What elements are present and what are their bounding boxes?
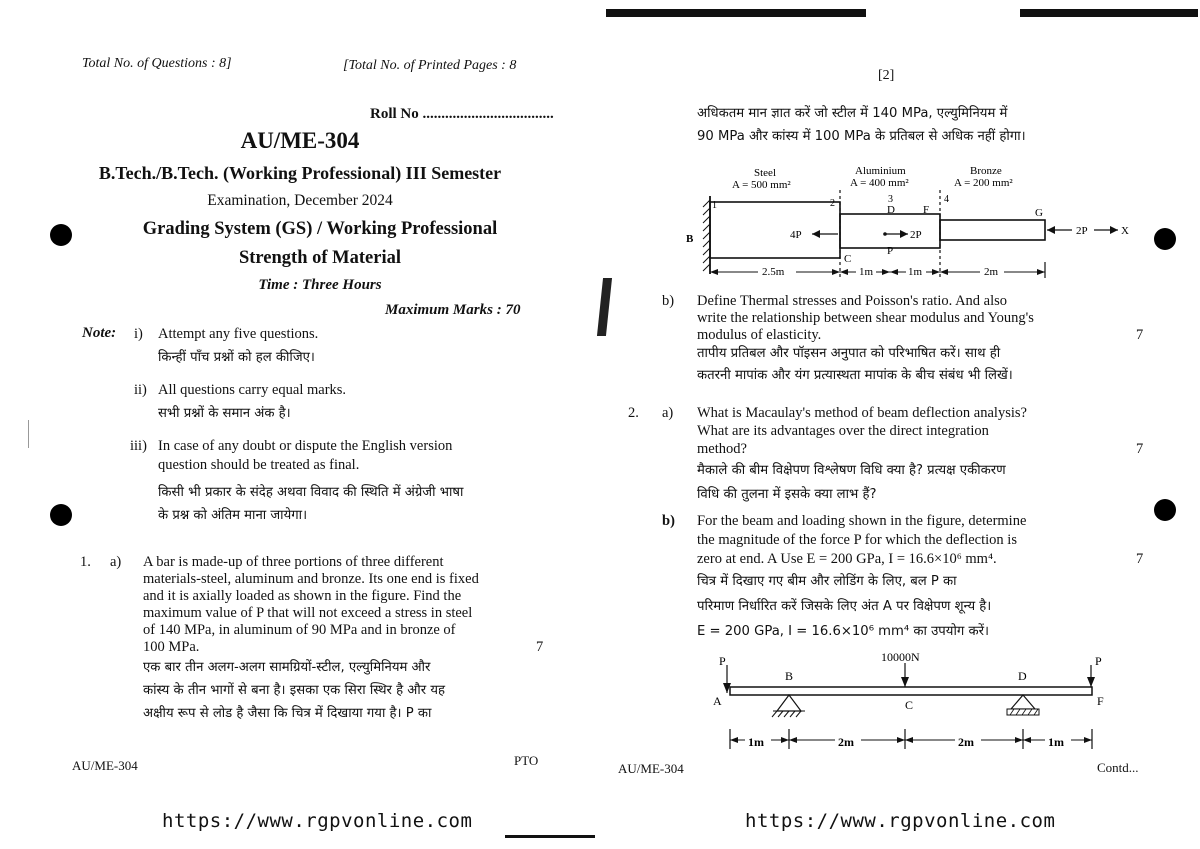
note-3-hi-1: किसी भी प्रकार के संदेह अथवा विवाद की स्थिति में अंग्रेजी भाषा <box>158 485 464 500</box>
q2a-line: method? <box>697 441 747 457</box>
q1b-line: modulus of elasticity. <box>697 327 822 343</box>
note-2-num: ii) <box>134 382 147 398</box>
label-f: F <box>923 204 930 216</box>
center-load: 10000N <box>881 650 920 664</box>
note-3-num: iii) <box>130 438 147 454</box>
q1a-hi-line: एक बार तीन अलग-अलग सामग्रियों-स्टील, एल्युमिनियम और <box>143 660 431 675</box>
p-left: P <box>719 654 726 668</box>
q2a-hi-line: मैकाले की बीम विक्षेपण विश्लेषण विधि क्या है? प्रत्यक्ष एकीकरण <box>697 463 1006 478</box>
p-right: P <box>1095 654 1102 668</box>
punch-hole <box>50 224 72 246</box>
q1a-cont-hi: 90 MPa और कांस्य में 100 MPa के प्रतिबल से अधिक नहीं होगा। <box>697 129 1026 144</box>
q2b-label: b) <box>662 513 675 529</box>
right-page <box>600 0 1200 849</box>
footer-pto: PTO <box>514 753 539 768</box>
q2b-line: zero at end. A Use E = 200 GPa, I = 16.6×10⁶ mm⁴. <box>697 551 997 567</box>
punch-hole <box>1154 228 1176 250</box>
q1b-label: b) <box>662 293 675 309</box>
q2a-line: What are its advantages over the direct integration <box>697 423 989 439</box>
beam-figure <box>705 645 1105 757</box>
note-1-hi: किन्हीं पाँच प्रश्नों को हल कीजिए। <box>158 350 315 365</box>
q1b-line: Define Thermal stresses and Poisson's ratio. And also <box>697 293 1008 309</box>
course-title: B.Tech./B.Tech. (Working Professional) III Semester <box>98 163 502 183</box>
label-d: D <box>1018 669 1027 683</box>
beam-dim-3: 2m <box>958 735 974 749</box>
point-2: 2 <box>830 198 835 209</box>
label-d: D <box>887 204 895 216</box>
q2a-marks: 7 <box>1136 441 1144 457</box>
total-pages: [Total No. of Printed Pages : 8 <box>343 58 517 73</box>
total-questions: Total No. of Questions : 8] <box>82 56 232 71</box>
q1a-line: of 140 MPa, in aluminum of 90 MPa and in bronze of <box>143 622 456 638</box>
q2b-marks: 7 <box>1136 551 1144 567</box>
punch-hole <box>50 504 72 526</box>
grading-system: Grading System (GS) / Working Professional <box>142 219 498 239</box>
dim-4: 2m <box>984 266 999 278</box>
q1a-line: materials-steel, aluminum and bronze. Its one end is fixed <box>143 571 479 587</box>
q2b-line: For the beam and loading shown in the figure, determine <box>697 513 1027 529</box>
page-number: [2] <box>878 68 895 83</box>
note-3-hi-2: के प्रश्न को अंतिम माना जायेगा। <box>158 508 308 523</box>
roll-no: Roll No ................................... <box>370 106 554 122</box>
time-allowed: Time : Three Hours <box>258 277 382 293</box>
footer-url: https://www.rgpvonline.com <box>745 810 1056 832</box>
label-b: B <box>785 669 794 683</box>
note-1-en: Attempt any five questions. <box>158 326 319 342</box>
bronze-label: Bronze <box>970 165 1002 177</box>
q2a-hi-line: विधि की तुलना में इसके क्या लाभ हैं? <box>697 487 877 502</box>
steel-label: Steel <box>754 167 776 179</box>
beam-dim-4: 1m <box>1048 735 1064 749</box>
footer-url: https://www.rgpvonline.com <box>162 810 473 832</box>
q1b-hi-line: कतरनी मापांक और यंग प्रत्यास्थता मापांक के बीच संबंध भी लिखें। <box>697 368 1013 383</box>
punch-hole <box>1154 499 1176 521</box>
q1a-line: and it is axially loaded as shown in the figure. Find the <box>143 588 462 604</box>
q1a-marks: 7 <box>536 639 544 655</box>
note-3-en-2: question should be treated as final. <box>158 457 360 473</box>
label-g: G <box>1035 207 1043 219</box>
note-label: Note: <box>82 325 117 341</box>
q1a-line: A bar is made-up of three portions of three different <box>143 554 444 570</box>
note-1-num: i) <box>134 326 143 342</box>
load-end: 2P <box>1076 225 1088 237</box>
dim-2: 1m <box>859 266 874 278</box>
q1b-marks: 7 <box>1136 327 1144 343</box>
scan-mark <box>597 278 612 336</box>
q1a-cont-hi: अधिकतम मान ज्ञात करें जो स्टील में 140 MPa, एल्युमिनियम में <box>697 106 1008 121</box>
point-1: 1 <box>712 200 717 211</box>
steel-area: A = 500 mm² <box>732 179 791 191</box>
q2a-label: a) <box>662 405 674 421</box>
q2b-hi-line: परिमाण निर्धारित करें जिसके लिए अंत A पर विक्षेपण शून्य है। <box>697 599 992 614</box>
note-2-hi: सभी प्रश्नों के समान अंक है। <box>158 406 291 421</box>
beam-dim-1: 1m <box>748 735 764 749</box>
label-c: C <box>905 698 914 712</box>
q2-number: 2. <box>628 405 639 421</box>
dim-1: 2.5m <box>762 266 785 278</box>
q1a-line: 100 MPa. <box>143 639 200 655</box>
q1a-hi-line: अक्षीय रूप से लोड है जैसा कि चित्र में दिखाया गया है। P का <box>143 706 432 721</box>
q2b-hi-line: चित्र में दिखाए गए बीम और लोडिंग के लिए, बल P का <box>697 574 957 589</box>
aluminium-area: A = 400 mm² <box>850 177 909 189</box>
q1a-hi-line: कांस्य के तीन भागों से बना है। इसका एक सिरा स्थिर है और यह <box>143 683 446 698</box>
q2b-line: the magnitude of the force P for which the deflection is <box>697 532 1017 548</box>
label-f: F <box>1097 694 1104 708</box>
load-4p: 4P <box>790 229 802 241</box>
q1-number: 1. <box>80 554 91 570</box>
footer-code: AU/ME-304 <box>72 758 138 773</box>
scan-bar <box>606 9 866 17</box>
dim-3: 1m <box>908 266 923 278</box>
scan-bar <box>1020 9 1198 17</box>
point-3: 3 <box>888 194 893 205</box>
label-x: X <box>1121 225 1129 237</box>
subject-title: Strength of Material <box>238 248 401 268</box>
scan-line <box>505 835 595 838</box>
label-c: C <box>844 253 852 265</box>
beam-dim-2: 2m <box>838 735 854 749</box>
label-b: B <box>686 233 694 245</box>
note-3-en-1: In case of any doubt or dispute the English version <box>158 438 453 454</box>
label-p: P <box>887 245 894 257</box>
footer-contd: Contd... <box>1097 760 1139 775</box>
scan-mark <box>28 420 29 448</box>
q1b-line: write the relationship between shear modulus and Young's <box>697 310 1034 326</box>
point-4: 4 <box>944 194 949 205</box>
q2b-hi-line: E = 200 GPa, I = 16.6×10⁶ mm⁴ का उपयोग करें। <box>697 624 989 639</box>
q1a-label: a) <box>110 554 122 570</box>
aluminium-label: Aluminium <box>855 165 906 177</box>
compound-bar-figure <box>680 160 1160 285</box>
note-2-en: All questions carry equal marks. <box>158 382 347 398</box>
label-a: A <box>713 694 722 708</box>
q1b-hi-line: तापीय प्रतिबल और पॉइसन अनुपात को परिभाषित करें। साथ ही <box>697 346 1001 361</box>
q1a-line: maximum value of P that will not exceed a stress in steel <box>143 605 473 621</box>
exam-session: Examination, December 2024 <box>207 192 393 209</box>
footer-code: AU/ME-304 <box>618 761 684 776</box>
load-2p: 2P <box>910 229 922 241</box>
max-marks: Maximum Marks : 70 <box>385 302 521 318</box>
paper-code: AU/ME-304 <box>240 128 360 153</box>
q2a-line: What is Macaulay's method of beam deflection analysis? <box>697 405 1027 421</box>
bronze-area: A = 200 mm² <box>954 177 1013 189</box>
